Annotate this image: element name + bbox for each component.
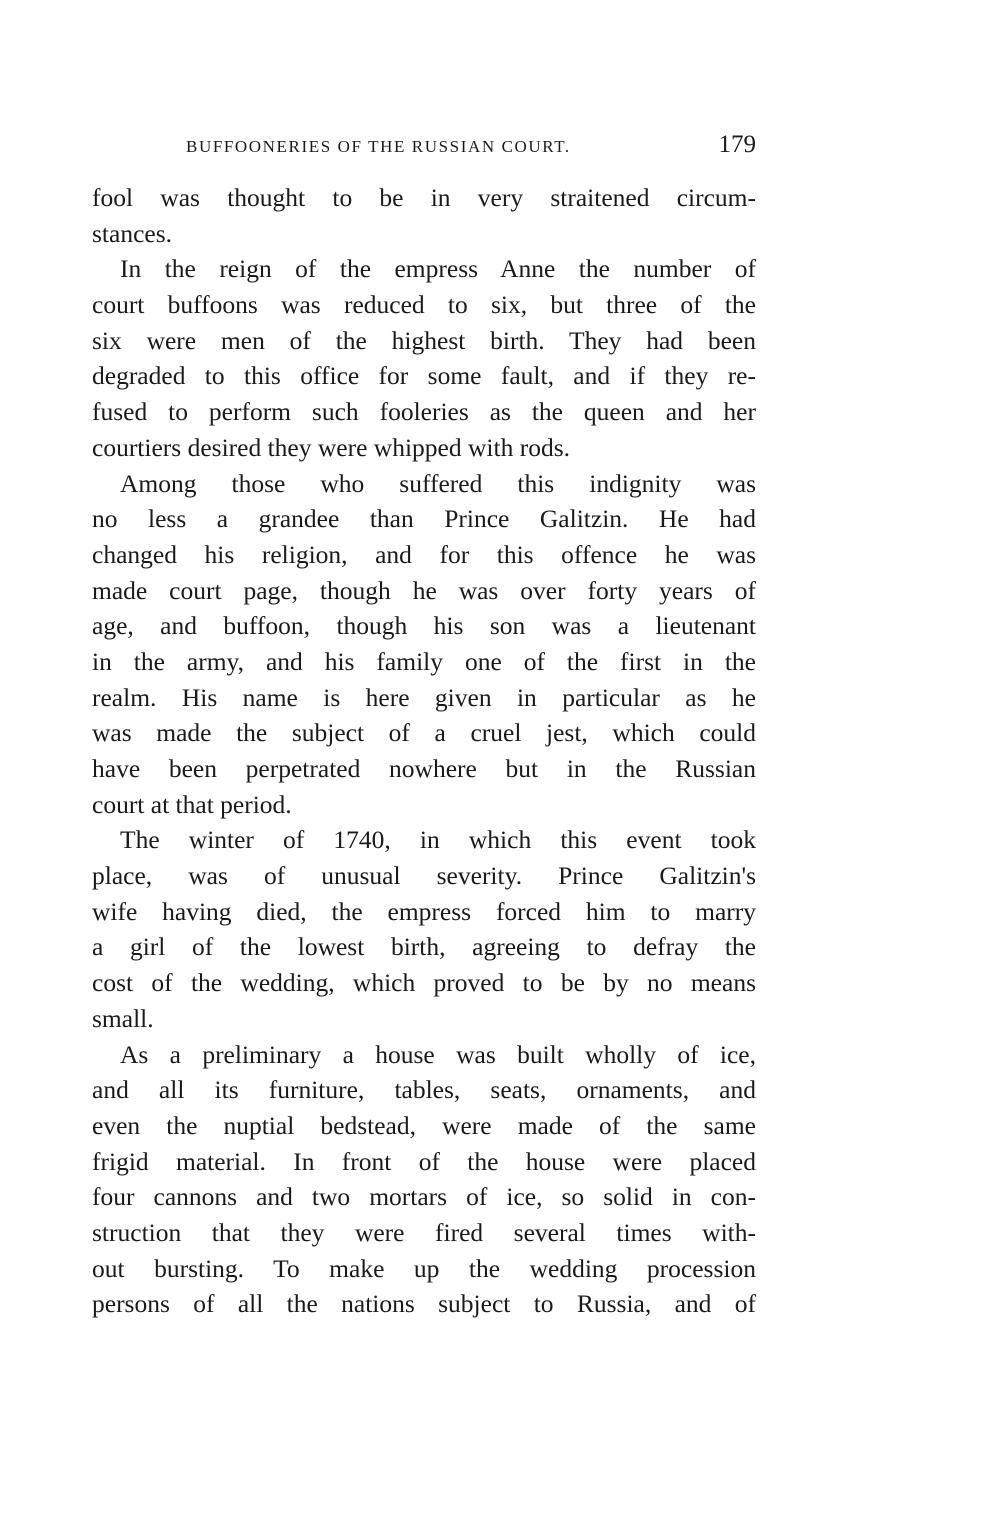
text-line: frigid material. In front of the house were placed	[92, 1146, 756, 1176]
text-line: in the army, and his family one of the first in the	[92, 646, 756, 676]
text-line: no less a grandee than Prince Galitzin. He had	[92, 504, 756, 534]
text-line: court at that period.	[92, 789, 292, 819]
text-line: court buffoons was reduced to six, but three of the	[92, 290, 756, 320]
text-line: a girl of the lowest birth, agreeing to defray the	[92, 932, 756, 962]
text-line: fool was thought to be in very straitened circum-	[92, 183, 756, 212]
text-line: realm. His name is here given in particular as he	[92, 682, 756, 712]
text-line: In the reign of the empress Anne the number of	[120, 254, 756, 284]
text-line: Among those who suffered this indignity was	[120, 468, 756, 498]
text-line: small.	[92, 1003, 154, 1033]
text-line: cost of the wedding, which proved to be by no means	[92, 968, 756, 998]
text-line: out bursting. To make up the wedding procession	[92, 1253, 756, 1283]
running-title: BUFFOONERIES OF THE RUSSIAN COURT.	[186, 137, 571, 156]
page-number: 179	[718, 131, 756, 158]
text-line: and all its furniture, tables, seats, ornaments, and	[92, 1075, 756, 1105]
text-line: persons of all the nations subject to Russia, and of	[92, 1289, 756, 1319]
text-line: stances.	[92, 218, 173, 248]
text-line: age, and buffoon, though his son was a lieutenant	[92, 611, 756, 641]
body-text	[92, 180, 756, 1322]
text-line: changed his religion, and for this offence he was	[92, 539, 756, 569]
running-head	[92, 130, 756, 164]
text-line: The winter of 1740, in which this event took	[120, 825, 756, 855]
text-line: courtiers desired they were whipped with rods.	[92, 432, 570, 462]
text-line: fused to perform such fooleries as the queen and her	[92, 397, 756, 427]
text-line: wife having died, the empress forced him to marry	[92, 896, 756, 926]
text-line: was made the subject of a cruel jest, which could	[92, 718, 756, 748]
text-line: place, was of unusual severity. Prince Galitzin's	[92, 861, 756, 891]
text-line: six were men of the highest birth. They had been	[92, 325, 756, 355]
text-line: have been perpetrated nowhere but in the Russian	[92, 754, 756, 783]
text-line: four cannons and two mortars of ice, so solid in con-	[92, 1182, 756, 1212]
text-line: struction that they were fired several times with-	[92, 1217, 756, 1247]
text-line: even the nuptial bedstead, were made of the same	[92, 1110, 756, 1140]
text-line: As a preliminary a house was built wholly of ice,	[120, 1039, 756, 1069]
text-line: degraded to this office for some fault, and if they re-	[92, 361, 756, 391]
text-line: made court page, though he was over forty years of	[92, 575, 756, 605]
